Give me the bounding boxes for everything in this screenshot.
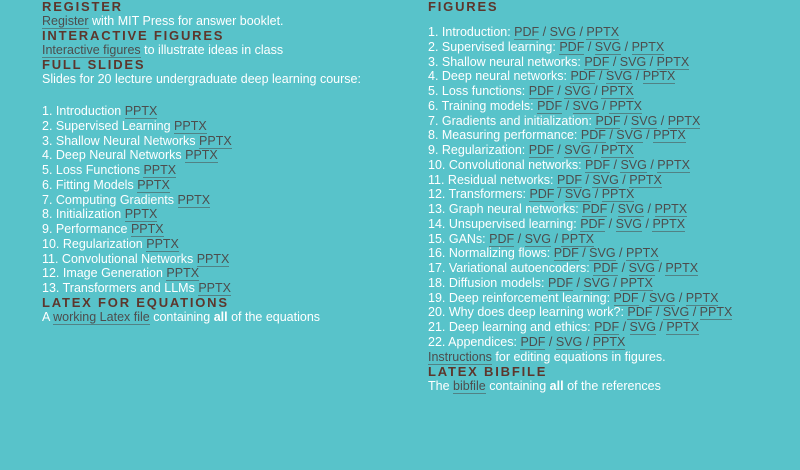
- figure-pdf-link[interactable]: PDF: [557, 172, 582, 187]
- figure-pdf-link[interactable]: PDF: [582, 202, 608, 216]
- figure-list-item: [428, 114, 788, 129]
- link-separator: /: [590, 143, 602, 157]
- slide-list-item: [42, 178, 417, 193]
- figure-item-label: 11. Residual networks:: [428, 172, 557, 187]
- interactive-figures-heading: INTERACTIVE FIGURES: [42, 28, 225, 43]
- slides-list: [42, 104, 417, 296]
- figure-item-label: 9. Regularization:: [428, 143, 529, 157]
- figure-list-item: [428, 99, 788, 114]
- figure-item-label: 21. Deep learning and ethics:: [428, 320, 595, 334]
- figure-pdf-link[interactable]: PDF: [593, 261, 619, 275]
- slide-pptx-link[interactable]: PPTX: [174, 118, 207, 133]
- figure-item-label: 15. GANs:: [428, 231, 490, 246]
- figure-list-item: [428, 55, 788, 70]
- link-separator: /: [576, 25, 587, 39]
- figure-pptx-link[interactable]: PPTX: [586, 25, 620, 39]
- slide-list-item: [42, 163, 417, 178]
- link-separator: /: [642, 128, 654, 143]
- left-column: [42, 0, 417, 325]
- slide-pptx-link[interactable]: PPTX: [124, 207, 158, 222]
- figure-list-item: [428, 320, 788, 335]
- slide-item-label: 3. Shallow Neural Networks: [42, 133, 200, 148]
- slide-pptx-link[interactable]: PPTX: [177, 192, 211, 207]
- right-column: [428, 0, 788, 394]
- link-separator: /: [590, 84, 602, 98]
- figure-list-item: [428, 143, 788, 158]
- figure-pdf-link[interactable]: PDF: [584, 54, 610, 69]
- slide-list-item: [42, 119, 417, 134]
- slide-pptx-link[interactable]: PPTX: [198, 281, 231, 295]
- figure-item-label: 2. Supervised learning:: [428, 39, 560, 54]
- slide-pptx-link[interactable]: PPTX: [166, 266, 200, 281]
- slide-pptx-link[interactable]: PPTX: [199, 133, 232, 148]
- figure-list-item: [428, 158, 788, 173]
- link-separator: /: [598, 98, 610, 113]
- link-separator: /: [514, 231, 525, 246]
- slide-item-label: 5. Loss Functions: [42, 163, 144, 177]
- figure-pptx-link[interactable]: PPTX: [601, 187, 635, 202]
- figure-pdf-link[interactable]: PDF: [585, 157, 611, 172]
- link-separator: /: [619, 320, 630, 334]
- figure-pdf-link[interactable]: PDF: [514, 25, 540, 39]
- slide-pptx-link[interactable]: PPTX: [130, 222, 164, 236]
- figure-pptx-link[interactable]: PPTX: [601, 143, 634, 157]
- figure-svg-link[interactable]: SVG: [549, 25, 576, 39]
- figure-list-item: [428, 261, 788, 276]
- latex-mid-text: containing: [153, 309, 211, 324]
- link-separator: /: [657, 113, 668, 128]
- slide-item-label: 7. Computing Gradients: [42, 192, 178, 207]
- figure-item-label: 14. Unsupervised learning:: [428, 216, 581, 231]
- link-separator: /: [615, 246, 626, 261]
- latex-pre-text: A: [42, 309, 50, 324]
- figure-pptx-link[interactable]: PPTX: [626, 246, 659, 261]
- figure-pptx-link[interactable]: PPTX: [653, 128, 686, 143]
- link-separator: /: [582, 172, 593, 187]
- figure-svg-link[interactable]: SVG: [629, 320, 656, 334]
- link-separator: /: [689, 305, 700, 320]
- figure-list-item: [428, 202, 788, 217]
- figure-svg-link[interactable]: SVG: [589, 246, 616, 261]
- figure-svg-link[interactable]: SVG: [662, 305, 690, 320]
- slide-pptx-link[interactable]: PPTX: [137, 177, 170, 192]
- slide-list-item: [42, 193, 417, 208]
- figure-pdf-link[interactable]: PDF: [489, 231, 515, 246]
- figure-pdf-link[interactable]: PDF: [529, 187, 555, 202]
- figure-svg-link[interactable]: SVG: [605, 69, 633, 84]
- link-separator: /: [545, 334, 556, 349]
- link-separator: /: [609, 275, 621, 290]
- bibfile-post-text: of the references: [567, 378, 661, 393]
- slide-list-item: [42, 148, 417, 163]
- figure-list-item: [428, 84, 788, 99]
- figure-pptx-link[interactable]: PPTX: [657, 157, 690, 172]
- slide-item-label: 2. Supervised Learning: [42, 118, 175, 133]
- figure-pptx-link[interactable]: PPTX: [656, 54, 690, 69]
- link-separator: /: [618, 172, 630, 187]
- figure-list-item: [428, 291, 788, 306]
- figure-pdf-link[interactable]: PDF: [528, 84, 554, 98]
- latex-equations-heading: LATEX FOR EQUATIONS: [42, 294, 229, 310]
- link-separator: /: [610, 157, 621, 172]
- figure-item-label: 4. Deep neural networks:: [428, 69, 571, 84]
- link-separator: /: [642, 216, 653, 231]
- figure-svg-link[interactable]: SVG: [564, 187, 592, 202]
- figure-list-item: [428, 335, 788, 350]
- figure-pptx-link[interactable]: PPTX: [654, 202, 688, 216]
- figure-pptx-link[interactable]: PPTX: [666, 320, 699, 334]
- slide-pptx-link[interactable]: PPTX: [143, 163, 177, 177]
- figure-svg-link[interactable]: SVG: [630, 113, 658, 128]
- instructions-link[interactable]: Instructions: [428, 349, 492, 364]
- link-separator: /: [584, 39, 595, 54]
- link-separator: /: [591, 187, 602, 202]
- link-separator: /: [554, 187, 565, 202]
- figure-list-item: [428, 305, 788, 320]
- full-slides-heading: FULL SLIDES: [42, 57, 146, 72]
- figure-list-item: [428, 276, 788, 291]
- link-separator: /: [646, 54, 657, 69]
- bibfile-bold-text: all: [549, 378, 564, 393]
- slide-list-item: [42, 281, 417, 296]
- figure-item-label: 13. Graph neural networks:: [428, 202, 583, 216]
- slide-item-label: 1. Introduction: [42, 104, 125, 118]
- figure-pdf-link[interactable]: PDF: [553, 246, 579, 261]
- figure-item-label: 20. Why does deep learning work?:: [428, 305, 628, 320]
- figure-item-label: 5. Loss functions:: [428, 84, 529, 98]
- link-separator: /: [655, 320, 667, 334]
- latex-equations-paragraph: [42, 310, 417, 325]
- figure-item-label: 12. Transformers:: [428, 187, 530, 202]
- figure-item-label: 10. Convolutional networks:: [428, 157, 586, 172]
- link-separator: /: [646, 157, 658, 172]
- link-separator: /: [675, 290, 686, 305]
- figure-svg-link[interactable]: SVG: [615, 216, 643, 231]
- figures-list: [428, 25, 788, 350]
- link-separator: /: [553, 84, 565, 98]
- bibfile-paragraph: [428, 379, 788, 394]
- link-separator: /: [550, 231, 562, 246]
- slide-list-item: [42, 222, 417, 237]
- link-separator: /: [644, 202, 655, 216]
- slide-item-label: 8. Initialization: [42, 207, 125, 222]
- figure-pdf-link[interactable]: PDF: [580, 128, 606, 143]
- figure-pptx-link[interactable]: PPTX: [652, 216, 686, 231]
- interactive-figures-paragraph: [42, 43, 417, 58]
- figure-svg-link[interactable]: SVG: [648, 290, 676, 305]
- slide-item-label: 9. Performance: [42, 222, 131, 236]
- figure-svg-link[interactable]: SVG: [564, 143, 591, 157]
- link-separator: /: [605, 216, 616, 231]
- slide-list-item: [42, 207, 417, 222]
- link-separator: /: [620, 113, 631, 128]
- interactive-figures-link[interactable]: Interactive figures: [42, 43, 141, 57]
- bibfile-pre-text: The: [428, 378, 450, 393]
- figures-heading: FIGURES: [428, 0, 499, 14]
- latex-file-link[interactable]: working Latex file: [53, 309, 150, 324]
- figure-pptx-link[interactable]: PPTX: [620, 275, 653, 290]
- figure-pptx-link[interactable]: PPTX: [601, 84, 634, 98]
- slide-pptx-link[interactable]: PPTX: [185, 148, 218, 163]
- latex-post-text: of the equations: [231, 309, 321, 324]
- slide-pptx-link[interactable]: PPTX: [196, 251, 230, 266]
- figure-pptx-link[interactable]: PPTX: [631, 39, 665, 54]
- figure-item-label: 22. Appendices:: [428, 334, 521, 349]
- figure-svg-link[interactable]: SVG: [616, 128, 643, 143]
- figure-item-label: 16. Normalizing flows:: [428, 246, 554, 261]
- figure-pdf-link[interactable]: PDF: [528, 143, 554, 157]
- link-separator: /: [562, 98, 573, 113]
- figure-pdf-link[interactable]: PDF: [594, 320, 620, 334]
- slide-list-item: [42, 104, 417, 119]
- figure-pdf-link[interactable]: PDF: [613, 290, 639, 305]
- figure-list-item: [428, 69, 788, 84]
- link-separator: /: [632, 69, 643, 84]
- interactive-figures-text: to illustrate ideas in class: [144, 43, 284, 57]
- link-separator: /: [609, 54, 620, 69]
- latex-bold-text: all: [213, 309, 228, 324]
- figure-list-item: [428, 40, 788, 55]
- figure-list-item: [428, 128, 788, 143]
- slide-item-label: 11. Convolutional Networks: [42, 251, 197, 266]
- figure-item-label: 7. Gradients and initialization:: [428, 113, 596, 128]
- full-slides-intro: Slides for 20 lecture undergraduate deep learning course:: [42, 72, 361, 86]
- figure-pdf-link[interactable]: PDF: [547, 275, 573, 290]
- slide-item-label: 4. Deep Neural Networks: [42, 148, 186, 163]
- figure-pdf-link[interactable]: PDF: [580, 216, 606, 231]
- link-separator: /: [582, 334, 593, 349]
- figure-pptx-link[interactable]: PPTX: [629, 172, 662, 187]
- link-separator: /: [553, 143, 565, 157]
- slide-list-item: [42, 266, 417, 281]
- register-text: with MIT Press for answer booklet.: [92, 14, 284, 28]
- figure-pptx-link[interactable]: PPTX: [561, 231, 595, 246]
- figure-svg-link[interactable]: SVG: [555, 334, 583, 349]
- figure-svg-link[interactable]: SVG: [628, 261, 655, 275]
- figure-pptx-link[interactable]: PPTX: [592, 334, 626, 349]
- instructions-paragraph: [428, 350, 788, 365]
- slide-item-label: 6. Fitting Models: [42, 177, 138, 192]
- figure-pdf-link[interactable]: PDF: [537, 98, 563, 113]
- slide-list-item: [42, 252, 417, 267]
- figure-pptx-link[interactable]: PPTX: [609, 98, 642, 113]
- figure-item-label: 3. Shallow neural networks:: [428, 54, 585, 69]
- figure-pdf-link[interactable]: PDF: [520, 334, 546, 349]
- figure-list-item: [428, 173, 788, 188]
- figure-svg-link[interactable]: SVG: [617, 202, 645, 216]
- figure-pdf-link[interactable]: PDF: [570, 69, 596, 84]
- figure-pptx-link[interactable]: PPTX: [685, 290, 719, 305]
- figure-item-label: 19. Deep reinforcement learning:: [428, 290, 614, 305]
- slide-pptx-link[interactable]: PPTX: [146, 236, 179, 251]
- figure-pdf-link[interactable]: PDF: [627, 305, 653, 320]
- slide-item-label: 10. Regularization: [42, 236, 147, 251]
- slide-list-item: [42, 237, 417, 252]
- figure-svg-link[interactable]: SVG: [592, 172, 619, 187]
- link-separator: /: [539, 25, 550, 39]
- figure-list-item: [428, 187, 788, 202]
- link-separator: /: [595, 69, 606, 84]
- bibfile-mid-text: containing: [489, 378, 547, 393]
- figure-svg-link[interactable]: SVG: [564, 84, 591, 98]
- figure-list-item: [428, 232, 788, 247]
- link-separator: /: [607, 202, 618, 216]
- figure-pdf-link[interactable]: PDF: [559, 39, 585, 54]
- instructions-text: for editing equations in figures.: [495, 349, 666, 364]
- slide-list-item: [42, 134, 417, 149]
- link-separator: /: [605, 128, 617, 143]
- slide-item-label: 13. Transformers and LLMs: [42, 281, 199, 295]
- figure-item-label: 18. Diffusion models:: [428, 275, 548, 290]
- figure-pptx-link[interactable]: PPTX: [642, 69, 676, 84]
- figure-item-label: 1. Introduction:: [428, 25, 515, 39]
- slide-pptx-link[interactable]: PPTX: [124, 104, 158, 118]
- figure-item-label: 6. Training models:: [428, 98, 538, 113]
- figure-pptx-link[interactable]: PPTX: [699, 305, 733, 320]
- link-separator: /: [654, 261, 666, 275]
- figure-list-item: [428, 246, 788, 261]
- link-separator: /: [618, 261, 629, 275]
- link-separator: /: [572, 275, 584, 290]
- figure-svg-link[interactable]: SVG: [583, 275, 610, 290]
- link-separator: /: [621, 39, 632, 54]
- figure-svg-link[interactable]: SVG: [620, 157, 647, 172]
- register-link[interactable]: Register: [42, 14, 89, 28]
- link-separator: /: [638, 290, 649, 305]
- latex-bibfile-heading: LATEX BIBFILE: [428, 363, 548, 379]
- figure-svg-link[interactable]: SVG: [572, 98, 599, 113]
- figure-pptx-link[interactable]: PPTX: [665, 261, 699, 275]
- slide-item-label: 12. Image Generation: [42, 266, 167, 281]
- figure-svg-link[interactable]: SVG: [524, 231, 551, 246]
- figure-svg-link[interactable]: SVG: [619, 54, 647, 69]
- bibfile-link[interactable]: bibfile: [453, 378, 486, 393]
- figure-pptx-link[interactable]: PPTX: [667, 113, 701, 128]
- figure-svg-link[interactable]: SVG: [594, 39, 622, 54]
- figure-list-item: [428, 217, 788, 232]
- link-separator: /: [578, 246, 590, 261]
- register-paragraph: [42, 14, 417, 29]
- figure-pdf-link[interactable]: PDF: [595, 113, 621, 128]
- figure-list-item: [428, 25, 788, 40]
- figure-item-label: 17. Variational autoencoders:: [428, 261, 594, 275]
- figure-item-label: 8. Measuring performance:: [428, 128, 581, 143]
- link-separator: /: [652, 305, 663, 320]
- register-heading: REGISTER: [42, 0, 123, 14]
